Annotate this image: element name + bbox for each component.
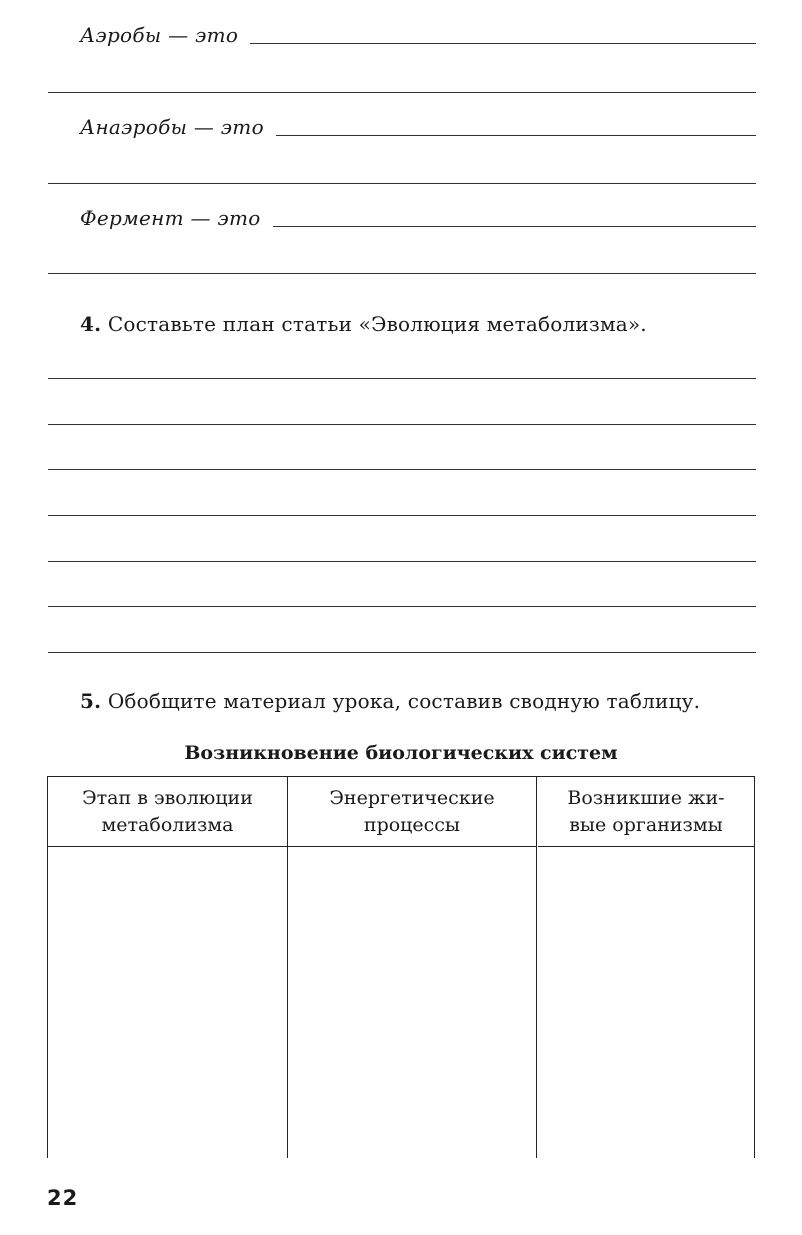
header-line: Энергетические: [329, 787, 495, 809]
table-cell[interactable]: [48, 847, 287, 1159]
table-column: [538, 777, 754, 1158]
header-line: Возникшие жи-: [567, 787, 725, 809]
table-header-cell: [288, 777, 536, 847]
definition-enzyme: [80, 207, 756, 229]
answer-line[interactable]: [48, 606, 756, 607]
answer-line[interactable]: [48, 561, 756, 562]
task-number: 4.: [80, 312, 102, 336]
header-line: процессы: [363, 814, 461, 836]
header-line: метаболизма: [101, 814, 234, 836]
answer-line[interactable]: [48, 273, 756, 274]
answer-line[interactable]: [48, 424, 756, 425]
page-number: 22: [47, 1186, 79, 1210]
task-text: Обобщите материал урока, составив сводную таблицу.: [101, 689, 701, 713]
answer-line[interactable]: [250, 43, 756, 44]
task-5: [80, 689, 700, 713]
answer-line[interactable]: [273, 226, 756, 227]
table-title: Возникновение биологических систем: [184, 742, 618, 764]
definition-anaerobes: [80, 116, 756, 138]
table-cell[interactable]: [288, 847, 536, 1159]
header-line: Этап в эволюции: [82, 787, 253, 809]
answer-line[interactable]: [48, 652, 756, 653]
answer-line[interactable]: [48, 378, 756, 379]
table-column: [288, 777, 537, 1158]
definition-term: Фермент — это: [80, 206, 261, 230]
table-cell[interactable]: [538, 847, 754, 1159]
definition-term: Аэробы — это: [80, 23, 239, 47]
task-text: Составьте план статьи «Эволюция метаболизма».: [101, 312, 647, 336]
answer-line[interactable]: [276, 135, 756, 136]
answer-line[interactable]: [48, 92, 756, 93]
answer-line[interactable]: [48, 469, 756, 470]
header-line: вые организмы: [569, 814, 723, 836]
task-number: 5.: [80, 689, 102, 713]
definition-aerobes: [80, 24, 756, 46]
answer-line[interactable]: [48, 183, 756, 184]
definition-term: Анаэробы — это: [80, 115, 264, 139]
task-4: [80, 312, 647, 336]
table-header-cell: [48, 777, 287, 847]
answer-line[interactable]: [48, 515, 756, 516]
table-column: [48, 777, 288, 1158]
table-header-cell: [538, 777, 754, 847]
summary-table: [47, 776, 755, 1158]
